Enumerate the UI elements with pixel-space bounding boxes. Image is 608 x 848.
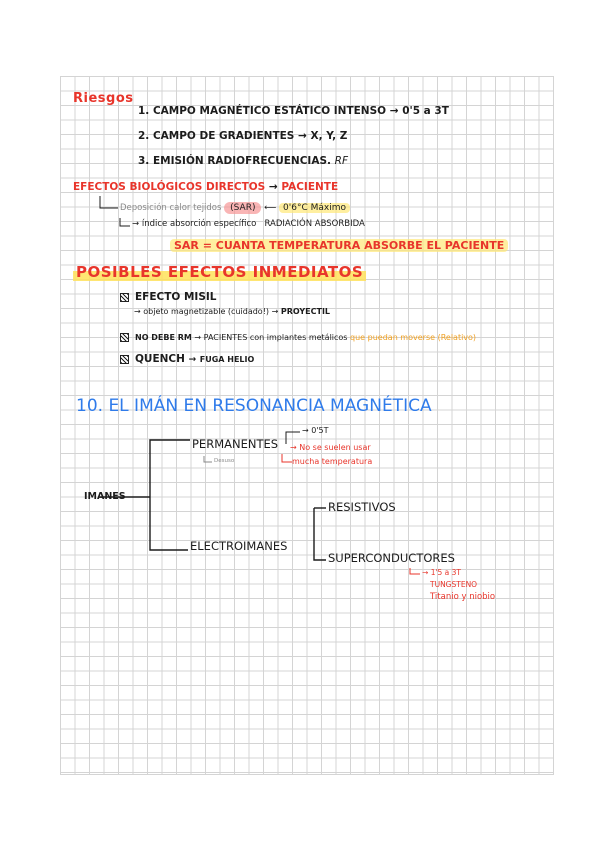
efectos-target: PACIENTE — [281, 181, 339, 193]
arrow-left-icon: ⟵ — [264, 203, 277, 213]
riesgo-num: 3. — [138, 155, 150, 167]
no-rm-note: que puedan moverse (Relativo) — [350, 333, 477, 342]
permanentes-note-2: mucha temperatura — [292, 457, 373, 466]
efectos-title — [73, 182, 338, 193]
riesgo-num: 1. — [138, 105, 150, 117]
superconductores-field — [422, 569, 461, 577]
posibles-title — [73, 265, 366, 280]
misil-result: PROYECTIL — [280, 307, 331, 316]
misil-detail — [134, 308, 330, 316]
permanentes-note-1-text: No se suelen usar — [299, 443, 371, 452]
sar-definition-text: SAR = CUANTA TEMPERATURA ABSORBE EL PACIENTE — [170, 239, 508, 252]
sar-definition — [170, 240, 508, 251]
electroimanes-label: ELECTROIMANES — [190, 539, 288, 553]
max-temp-note: 0'6°C Máximo — [279, 203, 350, 213]
no-rm-label: NO DEBE RM — [135, 333, 192, 342]
riesgo-text: CAMPO DE GRADIENTES — [152, 130, 295, 142]
checkbox-icon — [120, 355, 129, 364]
quench-label: QUENCH — [135, 353, 185, 365]
permanentes-label: PERMANENTES — [192, 437, 279, 451]
checkbox-icon — [120, 293, 129, 302]
riesgo-result: 0'5 a 3T — [402, 105, 449, 117]
arrow-icon: → — [271, 307, 279, 316]
riesgo-text: CAMPO MAGNÉTICO ESTÁTICO INTENSO — [152, 105, 387, 117]
efecto-misil — [120, 292, 216, 303]
indice-line — [132, 220, 365, 229]
permanentes-note-1 — [290, 444, 371, 452]
arrow-icon: → — [389, 105, 399, 117]
imanes-root: IMANES — [84, 491, 126, 502]
arrow-icon: → — [422, 568, 429, 577]
permanentes-sub: Desuso — [214, 458, 235, 464]
sar-tag: (SAR) — [224, 202, 261, 214]
arrow-icon: → — [132, 219, 140, 229]
quench-result: FUGA HELIO — [199, 355, 255, 364]
material-tungsteno: TUNGSTENO — [430, 580, 478, 589]
riesgo-item-3 — [138, 156, 348, 167]
riesgos-title: Riesgos — [73, 91, 134, 106]
deposicion-text: Deposición calor tejidos — [120, 203, 222, 213]
arrow-icon: → — [134, 307, 141, 316]
misil-label: EFECTO MISIL — [135, 291, 217, 303]
superconductores-field-value: 1'5 a 3T — [430, 568, 462, 577]
permanentes-field — [302, 427, 329, 435]
arrow-icon: → — [188, 355, 197, 365]
misil-detail-text: objeto magnetizable (cuidado!) — [143, 307, 270, 316]
posibles-title-text: POSIBLES EFECTOS INMEDIATOS — [73, 263, 366, 281]
riesgo-result: X, Y, Z — [310, 130, 348, 142]
resistivos-label: RESISTIVOS — [328, 500, 396, 514]
riesgo-text: EMISIÓN RADIOFRECUENCIAS. — [152, 155, 331, 167]
no-rm-detail: PACIENTES con implantes metálicos — [203, 333, 348, 342]
no-rm — [120, 333, 476, 342]
checkbox-icon — [120, 333, 129, 342]
arrow-icon: → — [194, 333, 202, 342]
arrow-icon: → — [298, 130, 307, 142]
riesgo-num: 2. — [138, 130, 150, 142]
iman-title: 10. EL IMÁN EN RESONANCIA MAGNÉTICA — [76, 396, 432, 416]
riesgo-result: RF — [334, 155, 348, 167]
superconductores-label: SUPERCONDUCTORES — [328, 551, 455, 565]
permanentes-field-value: 0'5T — [311, 426, 329, 435]
material-titanio: Titanio y niobio — [430, 592, 496, 602]
quench — [120, 354, 254, 365]
efectos-title-text: EFECTOS BIOLÓGICOS DIRECTOS — [73, 181, 266, 193]
arrow-icon: → — [268, 181, 278, 193]
arrow-icon: → — [302, 426, 309, 435]
indice-text: índice absorción específico — [141, 219, 257, 229]
deposicion-line — [120, 204, 350, 213]
radiacion-text: RADIACIÓN ABSORBIDA — [264, 219, 365, 229]
riesgo-item-1 — [138, 106, 449, 117]
riesgo-item-2 — [138, 131, 347, 142]
arrow-icon: → — [290, 443, 297, 452]
